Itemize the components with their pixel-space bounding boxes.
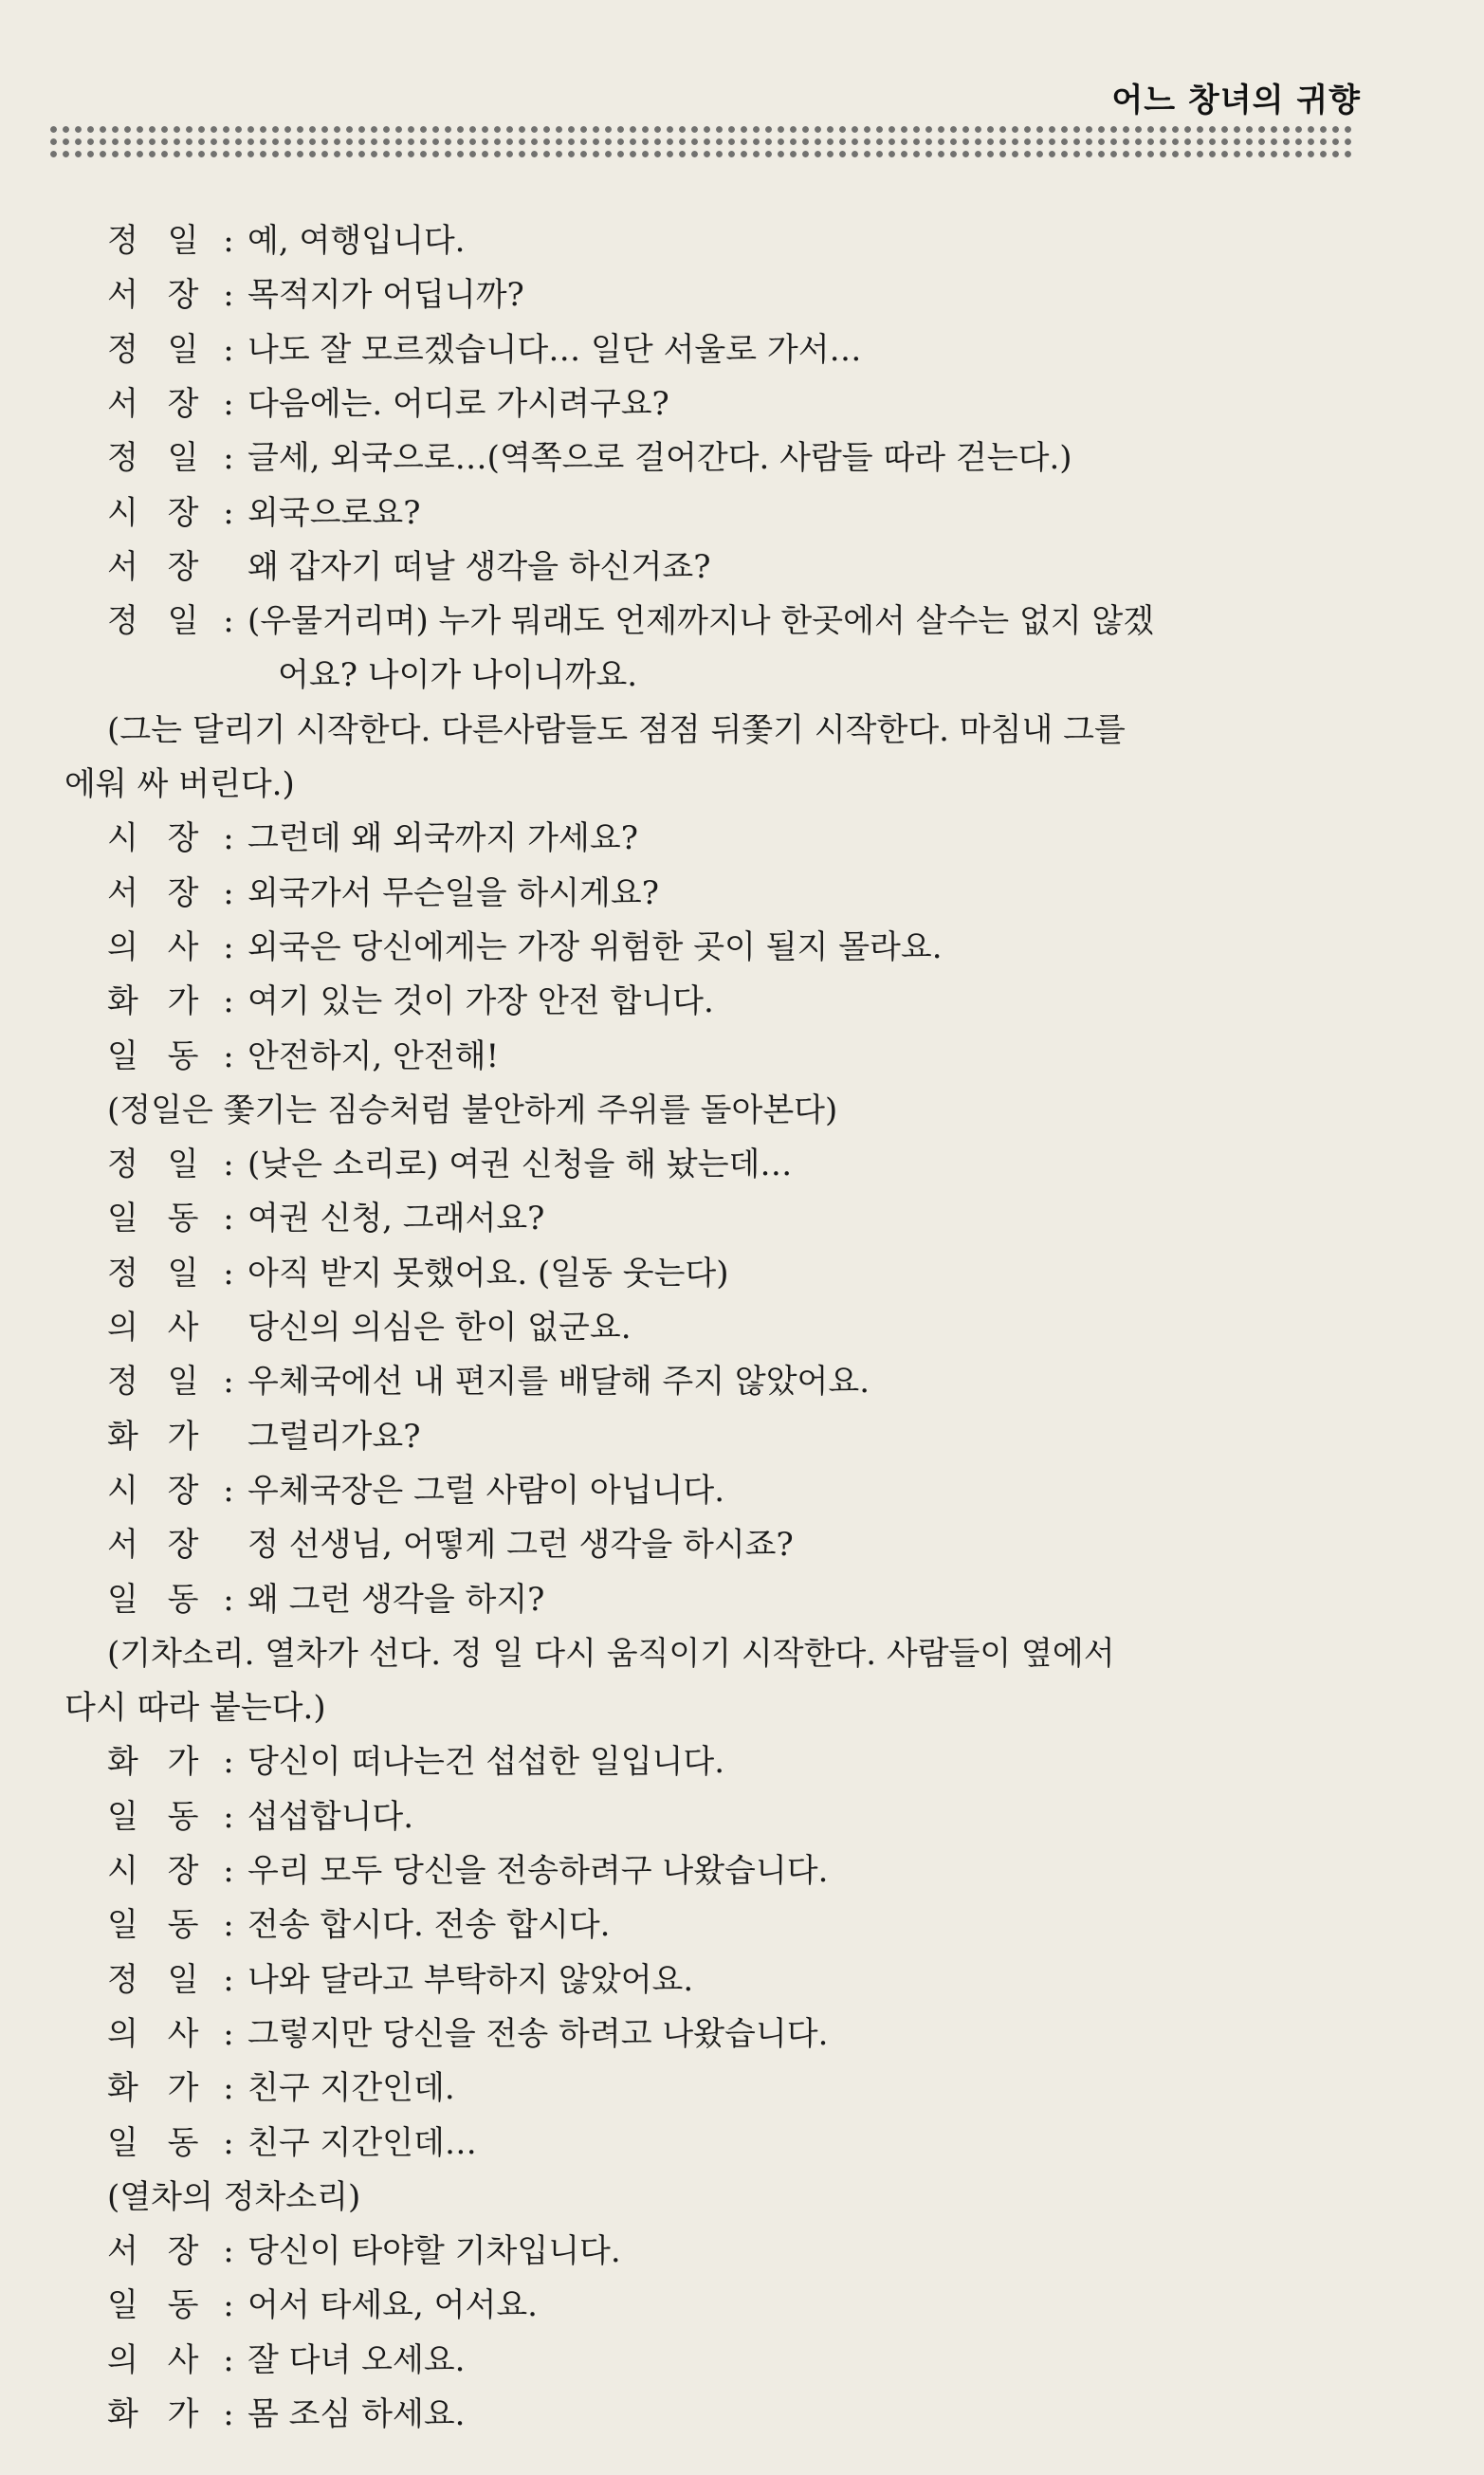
stage-text: (정일은 쫓기는 짐승처럼 불안하게 주위를 돌아본다) [107,1091,838,1129]
dialogue-text: 친구 지간인데. [247,2069,455,2108]
dialogue-text: 여권 신청, 그래서요? [247,1200,545,1238]
speaker-colon: : [223,1200,234,1238]
dialogue-line [107,2225,621,2278]
dialogue-line [107,921,943,974]
speaker-name: 일 동 [107,1906,209,1945]
speaker-name: 일 동 [107,2123,209,2162]
dialogue-text: 나도 잘 모르겠습니다… 일단 서울로 가서… [247,330,862,369]
dialogue-line [107,595,1154,648]
speaker-name: 의 사 [107,1309,209,1347]
speaker-name: 일 동 [107,1580,209,1619]
speaker-name: 시 장 [107,493,209,532]
speaker-colon: : [223,1471,234,1510]
dialogue-line [107,2334,466,2387]
speaker-colon: : [223,1960,234,1999]
dialogue-text: 왜 그런 생각을 하지? [247,1580,545,1619]
stage-direction [64,758,295,811]
dialogue-text: 친구 지간인데… [247,2123,477,2162]
speaker-name: 서 장 [107,384,209,423]
speaker-name: 화 가 [107,2069,209,2108]
dialogue-text: 당신의 의심은 한이 없군요. [247,1309,632,1347]
speaker-name: 정 일 [107,602,209,641]
speaker-name: 서 장 [107,2232,209,2271]
speaker-colon: : [223,1363,234,1402]
dialogue-text: 잘 다녀 오세요. [247,2340,466,2379]
dialogue-line [107,2279,538,2332]
speaker-name: 화 가 [107,982,209,1021]
stage-text: 다시 따라 붙는다.) [64,1689,326,1728]
stage-text: (기차소리. 열차가 선다. 정 일 다시 움직이기 시작한다. 사람들이 옆에서 [107,1634,1115,1673]
dialogue-line [107,1953,693,2007]
speaker-name: 정 일 [107,1960,209,1999]
speaker-colon: : [223,276,234,315]
stage-text: (열차의 정차소리) [107,2177,361,2216]
speaker-colon: : [223,2069,234,2108]
dialogue-text: 우체국에선 내 편지를 배달해 주지 않았어요. [247,1363,870,1402]
dialogue-line [107,1518,794,1571]
dialogue-line [107,1030,499,1083]
dialogue-continuation [278,649,637,702]
speaker-name: 정 일 [107,439,209,478]
speaker-colon: : [223,1743,234,1782]
speaker-name: 일 동 [107,2286,209,2325]
dialogue-text: 어요? 나이가 나이니까요. [278,656,638,695]
speaker-colon: : [223,493,234,532]
speaker-name: 의 사 [107,2014,209,2053]
running-title: 어느 창녀의 귀향 [1111,82,1361,119]
dialogue-line [107,1898,610,1952]
speaker-colon: : [223,1797,234,1836]
stage-direction [107,1084,837,1137]
stage-text: (그는 달리기 시작한다. 다른사람들도 점점 뒤쫓기 시작한다. 마침내 그를 [107,710,1126,749]
dialogue-text: 어서 타세요, 어서요. [247,2286,538,2325]
dialogue-text: 여기 있는 것이 가장 안전 합니다. [247,982,714,1021]
speaker-colon: : [223,1036,234,1075]
speaker-name: 시 장 [107,1471,209,1510]
speaker-name: 화 가 [107,1417,209,1456]
speaker-name: 서 장 [107,547,209,586]
speaker-colon: : [223,602,234,641]
dialogue-line [107,812,638,865]
speaker-colon: : [223,2123,234,2162]
dialogue-text: 안전하지, 안전해! [247,1036,500,1075]
speaker-name: 서 장 [107,873,209,912]
speaker-colon: : [223,2286,234,2325]
dialogue-text: 나와 달라고 부탁하지 않았어요. [247,1960,694,1999]
dialogue-line [107,2388,466,2441]
speaker-colon: : [223,330,234,369]
dialogue-line [107,1192,544,1245]
dialogue-text: 외국가서 무슨일을 하시게요? [247,873,659,912]
dialogue-text: 당신이 타야할 기차입니다. [247,2232,621,2271]
dialogue-line [107,1573,544,1626]
speaker-name: 일 동 [107,1200,209,1238]
dialogue-line [107,1301,632,1354]
dialogue-line [107,975,714,1028]
speaker-name: 화 가 [107,2395,209,2433]
dialogue-text: 왜 갑자기 떠날 생각을 하신거죠? [247,547,711,586]
speaker-colon: : [223,1906,234,1945]
dialogue-line [107,1735,724,1788]
dialogue-line [107,2117,477,2170]
speaker-colon: : [223,982,234,1021]
speaker-colon: : [223,2014,234,2053]
speaker-colon: : [223,819,234,858]
dialogue-line [107,1464,724,1517]
dialogue-line [107,867,659,920]
dialogue-text: 그럴리가요? [247,1417,421,1456]
dialogue-text: (낮은 소리로) 여권 신청을 해 놨는데… [247,1146,793,1184]
dialogue-text: 전송 합시다. 전송 합시다. [247,1906,611,1945]
speaker-name: 시 장 [107,1852,209,1890]
speaker-name: 일 동 [107,1036,209,1075]
dialogue-line [107,377,669,431]
speaker-colon: : [223,222,234,260]
speaker-colon: : [223,2340,234,2379]
speaker-name: 서 장 [107,1526,209,1565]
dialogue-line [107,1247,729,1300]
speaker-name: 정 일 [107,330,209,369]
stage-direction [107,704,1126,757]
dialogue-line [107,323,862,376]
speaker-colon: : [223,873,234,912]
dialogue-line [107,1790,413,1843]
dialogue-text: 그렇지만 당신을 전송 하려고 나왔습니다. [247,2014,829,2053]
dialogue-text: 당신이 떠나는건 섭섭한 일입니다. [247,1743,725,1782]
dotted-header-rule [47,123,1356,159]
dialogue-text: 글세, 외국으로…(역쪽으로 걸어간다. 사람들 따라 걷는다.) [247,439,1072,478]
stage-text: 에워 싸 버린다.) [64,765,295,803]
stage-direction [107,1627,1115,1680]
dialogue-text: 다음에는. 어디로 가시려구요? [247,384,669,423]
speaker-colon: : [223,1254,234,1292]
speaker-name: 정 일 [107,222,209,260]
dialogue-text: 우리 모두 당신을 전송하려구 나왔습니다. [247,1852,829,1890]
dialogue-line [107,1844,828,1898]
dialogue-text: 그런데 왜 외국까지 가세요? [247,819,638,858]
speaker-colon: : [223,1852,234,1890]
speaker-name: 정 일 [107,1146,209,1184]
dialogue-line [107,486,420,540]
dialogue-text: 외국은 당신에게는 가장 위험한 곳이 될지 몰라요. [247,927,943,966]
dialogue-text: 아직 받지 못했어요. (일동 웃는다) [247,1254,729,1292]
dialogue-line [107,268,524,321]
speaker-name: 화 가 [107,1743,209,1782]
dialogue-text: 예, 여행입니다. [247,222,466,260]
speaker-colon: : [223,1580,234,1619]
dialogue-text: 우체국장은 그럴 사람이 아닙니다. [247,1471,725,1510]
dialogue-line [107,541,710,594]
dialogue-line [107,1138,792,1191]
dialogue-line [107,1355,870,1408]
speaker-colon: : [223,1146,234,1184]
speaker-name: 정 일 [107,1363,209,1402]
speaker-name: 서 장 [107,276,209,315]
dialogue-line [107,1410,420,1463]
dialogue-text: 몸 조심 하세요. [247,2395,466,2433]
speaker-colon: : [223,927,234,966]
dialogue-line [107,431,1072,485]
stage-direction [107,2171,360,2224]
dialogue-text: 정 선생님, 어떻게 그런 생각을 하시죠? [247,1526,794,1565]
dialogue-text: 섭섭합니다. [247,1797,414,1836]
dialogue-text: 외국으로요? [247,493,421,532]
speaker-name: 정 일 [107,1254,209,1292]
speaker-colon: : [223,439,234,478]
speaker-name: 의 사 [107,2340,209,2379]
dialogue-line [107,214,466,267]
stage-direction [64,1681,326,1734]
dialogue-text: (우물거리며) 누가 뭐래도 언제까지나 한곳에서 살수는 없지 않겠 [247,602,1155,641]
dialogue-text: 목적지가 어딥니까? [247,276,524,315]
dialogue-line [107,2062,455,2115]
speaker-colon: : [223,2395,234,2433]
dialogue-line [107,2008,828,2061]
speaker-name: 의 사 [107,927,209,966]
speaker-name: 일 동 [107,1797,209,1836]
speaker-colon: : [223,384,234,423]
speaker-colon: : [223,2232,234,2271]
speaker-name: 시 장 [107,819,209,858]
